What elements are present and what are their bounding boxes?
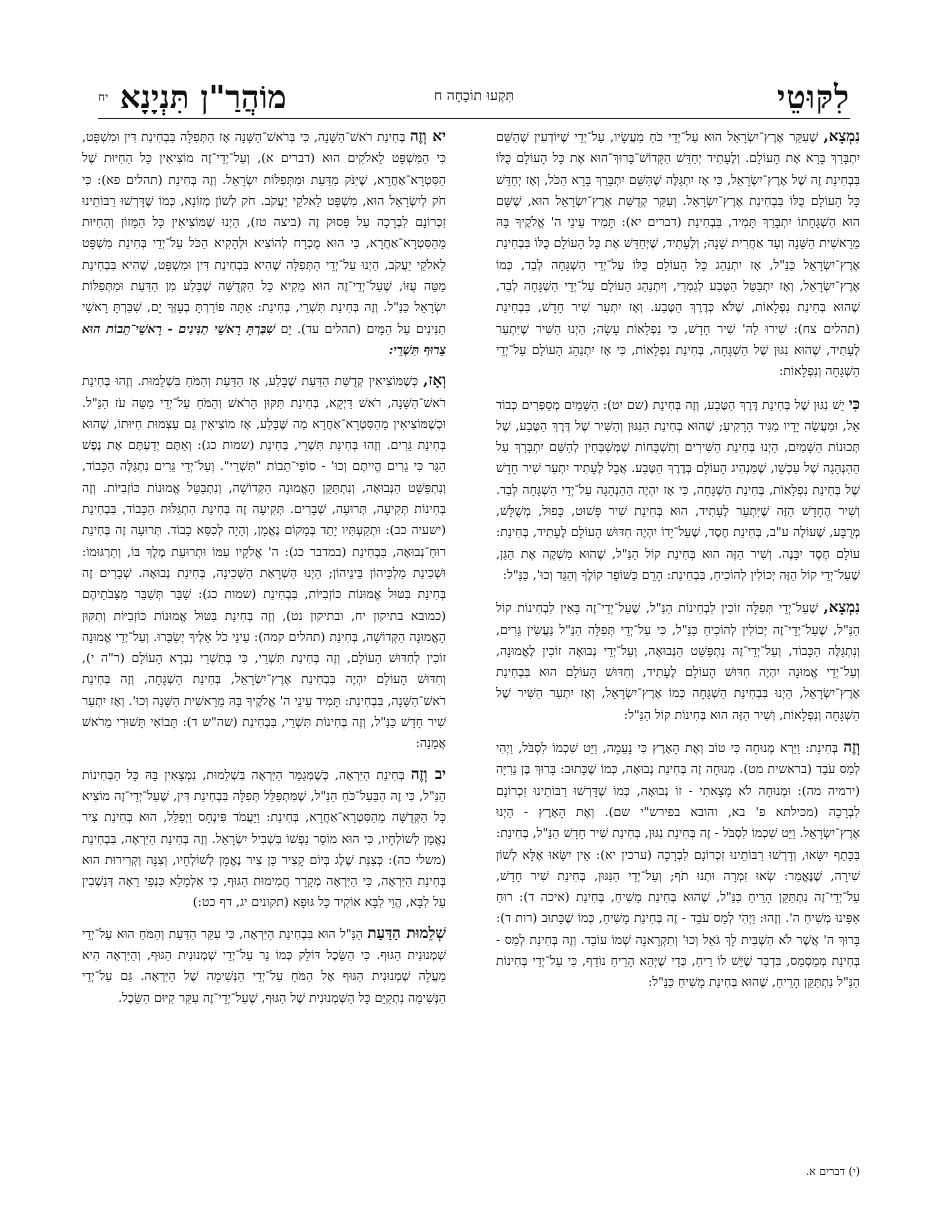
paragraph-text: הַנַּ"ל הוּא בִּבְחִינַת הַיִּרְאָה, כִּי עִקַּר הַדַּעַת וְהַמֹּחַ הוּא עַל־יְדֵי שְׁמְנוּנִית הַגּוּף. כִּי הַשֵּׂכֶל דּוֹלֵק כְּמוֹ נֵר עַל־יְדֵי שְׁמְנוּנִית הַגּוּף, וְהַיִּרְאָה הִיא מַעֲלָה שְׁמְנוּנִית הַגּוּף אֶל הַמֹּחַ עַל־יְדֵי הַנְּשִׁימָה שֶׁל הַיִּרְאָה. גַּם עַל־יְדֵי הַנְּשִׁימָה נִתְקַיֵּם כָּל הַשְּׁמְנוּנִית שֶׁל הַגּוּף, שֶׁעַל־יְדֵי־זֶה עִקַּר קִיּוּם הַשֵּׂכֶל. [82, 925, 446, 1005]
left-column [82, 126, 446, 1018]
right-column [496, 126, 860, 1005]
paragraph-text: כְּשֶׁמּוֹצִיאִין קְדֻשַּׁת הַדַּעַת שֶׁבָּלַע, אָז הַדַּעַת וְהַמֹּחַ בִּשְׁלֵמוּת. וְזֶהוּ בְּחִינַת רֹאשׁ־הַשָּׁנָה, רֹאשׁ דַּיְקָא, בְּחִינַת תִּקּוּן הָרֹאשׁ וְהַמֹּחַ עַל־יְדֵי מַטֵּה עֹז הַנַּ"ל. וּכְשֶׁמּוֹצִיאִין מֵהַסִּטְרָא־אַחֲרָא מַה שֶּׁבָּלַע, אָז מוֹצִיאִין גַּם עַצְמוּת חִיּוּתוֹ, שֶׁהוּא בְּחִינַת גֵּרִים. וְזֶהוּ בְּחִינַת תִּשְׁרֵי, בְּחִינַת (שמות כג): וְאַתֶּם יְדַעְתֶּם אֶת נֶפֶשׁ הַגֵּר כִּי גֵרִים הֱיִיתֶם וְכוּ' - סוֹפֵי־תֵבוֹת "תִּשְׁרֵי". וְעַל־יְדֵי גֵּרִים נִתְגַּלֶּה הַכָּבוֹד, וְנִתְפַּשֵּׁט הַנְּבוּאָה, וְנִתְתַּקֵּן הָאֱמוּנָה הַקְּדוֹשָׁה, וְנִתְבַּטֵּל אֱמוּנוֹת כּוֹזְבִיּוֹת. וְזֶה בְּחִינוֹת תְּקִיעָה, תְּרוּעָה, שְׁבָרִים. תְּקִיעָה זֶה בְּחִינַת הִתְגַּלּוּת הַכָּבוֹד, בִּבְחִינַת (ישעיה כב): וּתְקַעְתִּיו יָתֵד בְּמָקוֹם נֶאֱמָן, וְהָיָה לְכִסֵּא כָבוֹד. תְּרוּעָה זֶה בְּחִינַת רוּחַ־נְבוּאָה, בִּבְחִינַת (במדבר כג): ה' אֱלֹקָיו עִמּוֹ וּתְרוּעַת מֶלֶךְ בּוֹ, וְתַרְגּוּמוֹ: וּשְׁכִינַת מַלְכֵּיהוֹן בֵּינֵיהוֹן; הַיְנוּ הַשְׁרָאַת הַשְּׁכִינָה, בְּחִינַת נְבוּאָה. שְׁבָרִים זֶה בְּחִינַת בִּטּוּל אֱמוּנוֹת כּוֹזְבִיּוֹת, בִּבְחִינַת (שמות כג): שַׁבֵּר תְּשַׁבֵּר מַצֵּבֹתֵיהֶם (כמובא בתיקון יח, ובתיקון נט), וְזֶה בְּחִינַת בִּטּוּל אֱמוּנוֹת כּוֹזְבִיּוֹת וְתִקּוּן הָאֱמוּנָה הַקְּדוֹשָׁה, בְּחִינַת (תהלים קמה): עֵינֵי כֹל אֵלֶיךָ יְשַׂבֵּרוּ. וְעַל־יְדֵי אֱמוּנָה זוֹכִין לְחִדּוּשׁ הָעוֹלָם, וְזֶה בְּחִינַת תִּשְׁרֵי, כִּי בְּתִשְׁרֵי נִבְרָא הָעוֹלָם (ר"ה י), וְחִדּוּשׁ הָעוֹלָם יִהְיֶה בִּבְחִינַת אֶרֶץ־יִשְׂרָאֵל, בְּחִינַת הַשְׁגָּחָה, וְזֶה בְּחִינַת רֹאשׁ־הַשָּׁנָה, בִּבְחִינַת: תָּמִיד עֵינֵי ה' אֱלֹקֶיךָ בָּהּ מֵרֵאשִׁית הַשָּׁנָה וְכוּ'. וְאָז יִתְעַר שִׁיר חָדָשׁ כַּנַּ"ל, וְזֶה בְּחִינוֹת תִּשְׁרֵי, בִּבְחִינַת (שה"ש ד): תָּבוֹאִי תָּשׁוּרִי מֵרֹאשׁ אֲמָנָה: [82, 373, 446, 751]
paragraph [82, 126, 446, 360]
paragraph [496, 597, 860, 725]
paragraph-lead: יא וְזֶה [409, 127, 446, 145]
paragraph-text: בְּחִינַת רֹאשׁ־הַשָּׁנָה, כִּי בְּרֹאשׁ־הַשָּׁנָה אָז הַתְּפִלָּה בִּבְחִינַת דִּין וּמִשְׁפָּט, כִּי הַמִּשְׁפָּט לֵאלֹקִים הוּא (דברים א), וְעַל־יְדֵי־זֶה מוֹצִיאִין כָּל הַחִיּוּת שֶׁל הַסִּטְרָא־אַחֲרָא, שֶׁיִּנֹּק מִדַּעַת וּמִתְּפִלּוֹת יִשְׂרָאֵל. וְזֶה בְּחִינַת (תהלים פא): כִּי חֹק לְיִשְׂרָאֵל הוּא, מִשְׁפָּט לֵאלֹקֵי יַעֲקֹב. חֹק לְשׁוֹן מְזוֹנָא, כְּמוֹ שֶׁדָּרְשׁוּ רַבּוֹתֵינוּ זִכְרוֹנָם לִבְרָכָה עַל פָּסוּק זֶה (ביצה טז), הַיְנוּ שֶׁמּוֹצִיאִין כָּל הַמָּזוֹן וְהַחִיּוּת מֵהַסִּטְרָא־אַחֲרָא, כִּי הוּא מֻכְרָח לְהוֹצִיא וּלְהָקִיא הַכֹּל עַל־יְדֵי בְּחִינַת מִשְׁפָּט לֵאלֹקֵי יַעֲקֹב, הַיְנוּ עַל־יְדֵי הַתְּפִלָּה שֶׁהִיא בִּבְחִינַת דִּין וּמִשְׁפָּט, שֶׁהִיא בִּבְחִינַת מַטֵּה עֻזּוֹ, שֶׁעַל־יְדֵי־זֶה הוּא מֵקִיא כָּל הַקְּדֻשָּׁה שֶׁבָּלַע מִן הַדַּעַת וּמִתְּפִלּוֹת יִשְׂרָאֵל כַּנַּ"ל. וְזֶה בְּחִינַת תִּשְׁרֵי, בְּחִינַת: אַתָּה פוֹרַרְתָּ בְעָזְּךָ יָם, שִׁבַּרְתָּ רָאשֵׁי תַנִּינִים עַל הַמָּיִם (תהלים עד). יָם [82, 129, 447, 336]
paragraph-lead: שְׁלֵמוּת הַדַּעַת [367, 923, 447, 942]
paragraph [82, 923, 446, 1008]
paragraph-tail: שִׁבַּרְתָּ רָאשֵׁי תַנִּינִים - רָאשֵׁי־תֵבוֹת הוּא צֵרוּף תִּשְׁרֵי: [82, 320, 446, 357]
book-title-left: מוֹהֲרַ"ן תִּנְיָנָא [120, 78, 287, 116]
paragraph-lead: נִמְצָא, [823, 598, 860, 617]
paragraph-lead: כִּי [848, 394, 860, 413]
paragraph-text: שֶׁעִקַּר אֶרֶץ־יִשְׂרָאֵל הוּא עַל־יְדֵי כֹּחַ מַעֲשָׂיו, עַל־יְדֵי שֶׁיּוֹדְעִין שֶׁהַשֵּׁם יִתְבָּרַךְ בָּרָא אֶת הָעוֹלָם. וְלֶעָתִיד יְחַדֵּשׁ הַקָּדוֹשׁ־בָּרוּךְ־הוּא אֶת כָּל הָעוֹלָם כֻּלּוֹ בִּבְחִינַת זֶה שֶׁל אֶרֶץ־יִשְׂרָאֵל, כִּי אָז יִתְגַּלֶּה שֶׁהַשֵּׁם יִתְבָּרַךְ בָּרָא הַכֹּל, וְאָז יְחַדֵּשׁ כָּל הָעוֹלָם כֻּלּוֹ בִּבְחִינַת אֶרֶץ־יִשְׂרָאֵל. וְעִקַּר קְדֻשַּׁת אֶרֶץ־יִשְׂרָאֵל הוּא, שֶׁשָּׁם הוּא הַשְׁגָּחָתוֹ יִתְבָּרַךְ תָּמִיד, בִּבְחִינַת (דברים יא): תָּמִיד עֵינֵי ה' אֱלֹקֶיךָ בָּהּ מֵרֵאשִׁית הַשָּׁנָה וְעַד אַחֲרִית שָׁנָה; וְלֶעָתִיד, שֶׁיְּחַדֵּשׁ אֶת כָּל הָעוֹלָם כֻּלּוֹ בִּבְחִינַת אֶרֶץ־יִשְׂרָאֵל כַּנַּ"ל, אָז יִתְנַהֵג כָּל הָעוֹלָם כֻּלּוֹ עַל־יְדֵי הַשְׁגָּחָה לְבַד, כְּמוֹ אֶרֶץ־יִשְׂרָאֵל, וְאָז יִתְבַּטֵּל הַטֶּבַע לְגַמְרֵי, וְיִתְנַהֵג הָעוֹלָם עַל־יְדֵי הַשְׁגָּחָה לְבַד, שֶׁהוּא בְּחִינַת נִפְלָאוֹת, שֶׁלֹּא כְּדֶרֶךְ הַטֶּבַע. וְאָז יִתְעַר שִׁיר חָדָשׁ, בִּבְחִינַת (תהלים צח): שִׁירוּ לַה' שִׁיר חָדָשׁ, כִּי נִפְלָאוֹת עָשָׂה; הַיְנוּ הַשִּׁיר שֶׁיִּתְעַר לֶעָתִיד, שֶׁהוּא נִגּוּן שֶׁל הַשְׁגָּחָה, בְּחִינַת נִפְלָאוֹת, כִּי אָז יִתְנַהֵג הָעוֹלָם עַל־יְדֵי הַשְׁגָּחָה וְנִפְלָאוֹת: [496, 129, 860, 379]
paragraph-lead: יב וְזֶה [410, 764, 446, 783]
header-rule [98, 118, 850, 119]
paragraph-text: בְּחִינַת הַיִּרְאָה, כְּשֶׁמְּגַמֵּר הַיִּרְאָה בִּשְׁלֵמוּת, נִמְצָאִין בָּהּ כָּל הַבְּחִינוֹת הַנַּ"ל, כִּי זֶה הַבַּעַל־כֹּחַ הַנַּ"ל, שֶׁמִּתְפַּלֵּל תְּפִלָּה בִּבְחִינַת דִּין, שֶׁעַל־יְדֵי־זֶה מוֹצִיא כָּל הַקְּדֻשָּׁה מֵהַסִּטְרָא־אַחֲרָא, בְּחִינַת: וַיַּעֲמֹד פִּינְחָס וַיְפַלֵּל, הוּא בְּחִינַת צִיר נֶאֱמָן לְשׁוֹלְחָיו, כִּי הוּא מוֹסֵר נַפְשׁוֹ בִּשְׁבִיל יִשְׂרָאֵל. וְזֶה בְּחִינַת הַיִּרְאָה, בִּבְחִינַת (משלי כה): כְּצִנַּת שֶׁלֶג בְּיוֹם קָצִיר כֵּן צִיר נֶאֱמָן לְשׁוֹלְחָיו, וְצִנָּה וְקְרִירוּת הוּא בְּחִינַת הַיִּרְאָה, כִּי הַיִּרְאָה מְקָרֵר חֲמִימוּת הַגּוּף, כִּי אִלְמָלֵא כַּנְפֵי רֵאָה דְּנַשְׁבִין עַל לִבָּא, הֲוֵי לִבָּא אוֹקִיד כָּל גּוּפָא (תקונים יג, דף כט:) [82, 766, 446, 910]
paragraph-lead: וְאָז, [423, 371, 446, 390]
footnote: (י) דברים א. [805, 1165, 860, 1178]
page-header [98, 78, 850, 118]
paragraph-text: שֶׁעַל־יְדֵי תְּפִלָּה זוֹכִין לִבְחִינוֹת הַנַּ"ל, שֶׁעַל־יְדֵי־זֶה בָּאִין לִבְחִינוֹת קוֹל הַנַּ"ל, שֶׁעַל־יְדֵי־זֶה יְכוֹלִין לְהוֹכִיחַ כַּנַּ"ל, כִּי עַל־יְדֵי תְּפִלָּה הַנַּ"ל נַעֲשִׂין גֵּרִים, וְנִתְגַּלֶּה הַכָּבוֹד, וְעַל־יְדֵי־זֶה נִתְפַּשֵּׁט הַנְּבוּאָה, וְעַל־יְדֵי נְבוּאָה זוֹכִין לֶאֱמוּנָה, וְעַל־יְדֵי אֱמוּנָה יִהְיֶה חִדּוּשׁ הָעוֹלָם לֶעָתִיד, וְחִדּוּשׁ הָעוֹלָם הוּא בִּבְחִינַת אֶרֶץ־יִשְׂרָאֵל, הַיְנוּ בִּבְחִינַת הַשְׁגָּחָה כְּמוֹ אֶרֶץ־יִשְׂרָאֵל, וְאָז יִתְעַר הַשִּׁיר שֶׁל הַשְׁגָּחָה וְנִפְלָאוֹת, וְשִׁיר הַזֶּה הוּא בְּחִינוֹת קוֹל הַנַּ"ל: [496, 600, 860, 722]
page-number: יח [98, 90, 109, 104]
section-title: תִּקְעוּ תוֹכָחָה ח [433, 88, 515, 104]
paragraph-text: יֵשׁ נִגּוּן שֶׁל בְּחִינַת דֶּרֶךְ הַטֶּבַע, וְזֶה בְּחִינַת (שם יט): הַשָּׁמַיִם מְסַפְּרִים כְּבוֹד אֵל, וּמַעֲשֵׂה יָדָיו מַגִּיד הָרָקִיעַ; שֶׁהוּא בְּחִינַת הַנִּגּוּן וְהַשִּׁיר שֶׁל דֶּרֶךְ הַטֶּבַע, שֶׁל תְּכוּנוֹת הַשָּׁמַיִם, הַיְנוּ בְּחִינַת הַשִּׁירִים וְתִשְׁבָּחוֹת שֶׁמְּשַׁבְּחִין לְהַשֵּׁם יִתְבָּרַךְ עַל הַהַנְהָגָה שֶׁל עַכְשָׁו, שֶׁמַּנְהִיג הָעוֹלָם בְּדֶרֶךְ הַטֶּבַע. אֲבָל לֶעָתִיד יִתְעַר שִׁיר חָדָשׁ שֶׁל בְּחִינַת נִפְלָאוֹת, בְּחִינַת הַשְׁגָּחָה, כִּי אָז יִהְיֶה הַהַנְהָגָה עַל־יְדֵי הַשְׁגָּחָה לְבַד. וְשִׁיר הֶחָדָשׁ הַזֶּה שֶׁיִּתְעַר לֶעָתִיד, הוּא בְּחִינַת שִׁיר פָּשׁוּט, כָּפוּל, מְשֻׁלָּשׁ, מְרֻבָּע, שֶׁעוֹלֶה ע"ב, בְּחִינַת חֶסֶד, שֶׁעַל־יָדוֹ יִהְיֶה חִדּוּשׁ הָעוֹלָם לֶעָתִיד, בְּחִינַת: עוֹלָם חֶסֶד יִבָּנֶה. וְשִׁיר הַזֶּה הוּא בְּחִינַת קוֹל הַנַּ"ל, שֶׁהוּא מַשְׁקֶה אֶת הַגַּן, שֶׁעַל־יְדֵי קוֹל הַזֶּה יְכוֹלִין לְהוֹכִיחַ, בִּבְחִינַת: הָרֵם כַּשּׁוֹפָר קוֹלֶךָ וְהַגֵּד וְכוּ', כַּנַּ"ל: [496, 396, 860, 582]
paragraph-text: בְּחִינַת: וַיַּרְא מְנוּחָה כִּי טוֹב וְאֶת הָאָרֶץ כִּי נָעֵמָה, וַיֵּט שִׁכְמוֹ לִסְבֹּל, וַיְהִי לְמַס עֹבֵד (בראשית מט). מְנוּחָה זֶה בְּחִינַת נְבוּאָה, כְּמוֹ שֶׁכָּתוּב: בָּרוּךְ בֶּן נֵרִיָּה (ירמיה מה): וּמְנוּחָה לֹא מָצָאתִי - זוֹ נְבוּאָה, כְּמוֹ שֶׁדָּרְשׁוּ רַבּוֹתֵינוּ זִכְרוֹנָם לִבְרָכָה (מכילתא פ' בא, והובא בפירש"י שם). וְאֶת הָאָרֶץ - הַיְנוּ אֶרֶץ־יִשְׂרָאֵל. וַיֵּט שִׁכְמוֹ לִסְבֹּל - זֶה בְּחִינַת נִגּוּן, בְּחִינַת שִׁיר חָדָשׁ הַנַּ"ל, בְּחִינַת: בַּכָּתֵף יִשָּׂאוּ, וְדָרְשׁוּ רַבּוֹתֵינוּ זִכְרוֹנָם לִבְרָכָה (ערכין יא): אֵין יִשָּׂאוּ אֶלָּא לְשׁוֹן שִׁירָה, שֶׁנֶּאֱמַר: שְׂאוּ זִמְרָה וּתְנוּ תֹף; וְעַל־יְדֵי הַנִּגּוּן, בְּחִינַת שִׁיר חָדָשׁ, עַל־יְדֵי־זֶה נִתְתַּקֵּן הָרֵיחַ כַּנַּ"ל, שֶׁהוּא בְּחִינַת מָשִׁיחַ, בְּחִינַת (איכה ד): רוּחַ אַפֵּינוּ מְשִׁיחַ ה'. וְזֶהוּ: וַיְהִי לְמַס עֹבֵד - זֶה בְּחִינַת מָשִׁיחַ, כְּמוֹ שֶׁכָּתוּב (רות ד): בָּרוּךְ ה' אֲשֶׁר לֹא הִשְׁבִּית לָךְ גֹּאֵל וְכוּ' וְתִקְרָאנָה שְׁמוֹ עוֹבֵד. וְזֶה בְּחִינַת לְמַס - בְּחִינַת מְמַסְמֵס, בִּדְבַר שֶׁיֵּשׁ לוֹ רֵיחַ, כְּדֵי שֶׁיְּהֵא הָרֵיחַ נוֹדֵף, כִּי עַל־יְדֵי בְּחִינוֹת הַנַּ"ל נִתְתַּקֵּן הָרֵיחַ, שֶׁהוּא בְּחִינַת מָשִׁיחַ כַּנַּ"ל: [496, 740, 860, 990]
paragraph [82, 764, 446, 913]
paragraph-lead: נִמְצָא, [823, 127, 860, 145]
paragraph [82, 370, 446, 753]
paragraph [496, 737, 860, 993]
book-title-right: לִקּוּטֵי [777, 78, 850, 116]
paragraph [496, 126, 860, 382]
paragraph-lead: וְזֶה [843, 738, 861, 757]
paragraph [496, 394, 860, 586]
